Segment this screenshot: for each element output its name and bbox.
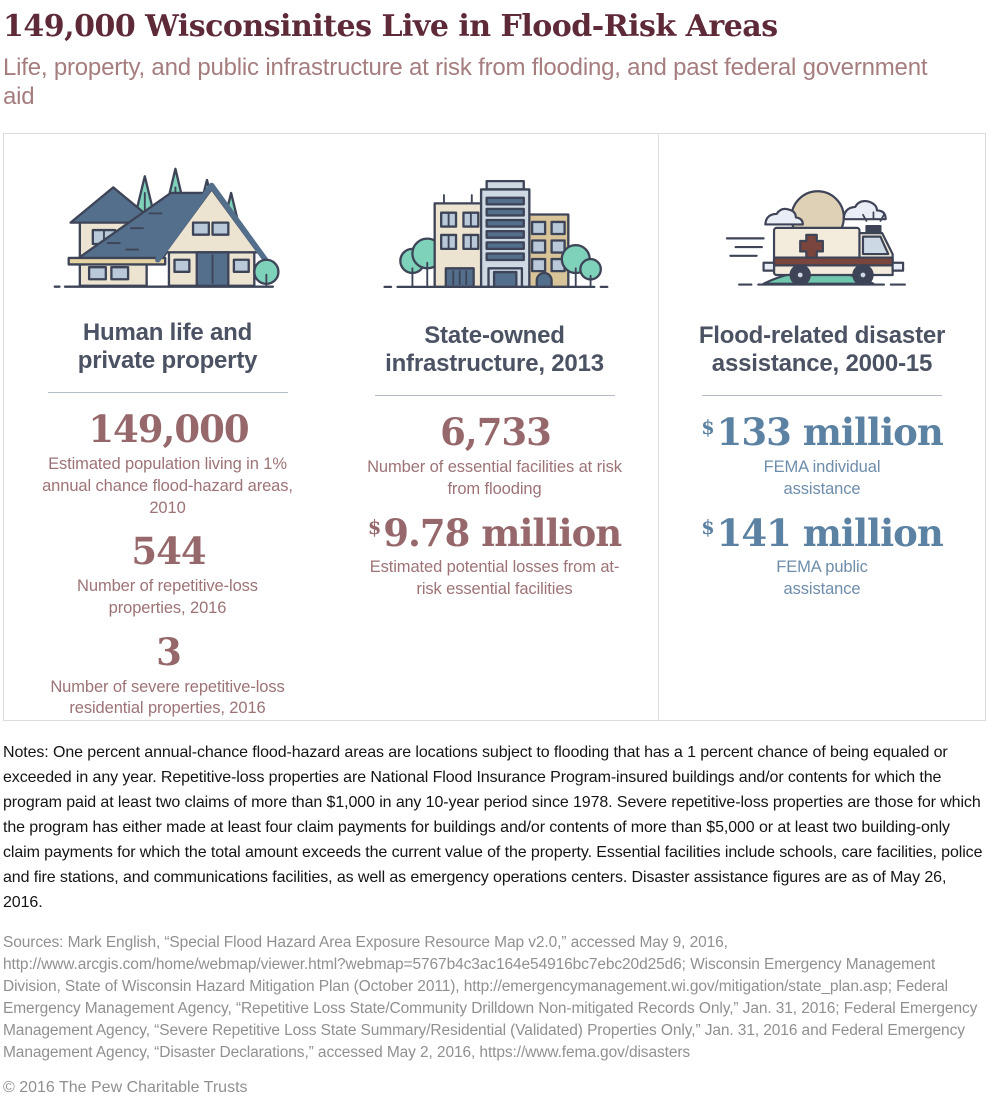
stat-potential-losses [366,510,624,601]
panel-disaster-assistance [658,134,985,720]
dollar-sign: $ [367,516,382,540]
stat-value: 149,000 [88,407,249,452]
heading-divider [702,395,942,396]
page-subtitle: Life, property, and public infrastructure at risk from flooding, and past federal government aid [3,53,928,110]
stat-caption: Estimated potential losses from at-risk essential facilities [369,558,620,599]
panel-heading-disaster-assistance: Flood-related disaster assistance, 2000-15 [698,322,946,378]
stat-caption: Number of severe repetitive-loss residential properties, 2016 [50,677,285,718]
stats-card [3,133,986,721]
notes-paragraph: Notes: One percent annual-chance flood-hazard areas are locations subject to flooding that has a 1 percent chance of being equaled or exceeded in any year. Repetitive-loss properties are National Flood Insurance Program-insured buildings and/or contents for which the program paid at least two claims of more than $1,000 in any 10-year period since 1978. Severe repetitive-loss properties are those for which the program has either made at least four claim payments for buildings and/or contents of more than $5,000 or at least two building-only claim payments for which the total amount exceeds the current value of the property. Essential facilities include schools, care facilities, police and fire stations, and communications facilities, as well as emergency operations centers. Disaster assistance figures are as of May 26, 2016. [3,744,983,911]
heading-divider [48,392,288,393]
dollar-sign: $ [701,516,715,540]
stat-caption: Estimated population living in 1% annual chance flood-hazard areas, 2010 [42,454,293,517]
ambulance-illustration [713,154,931,304]
stat-value: $133 million [701,410,943,455]
panel-heading-infrastructure: State-owned infrastructure, 2013 [385,322,604,378]
house-and-trees-illustration [52,154,284,301]
dollar-sign: $ [701,415,715,439]
sources-paragraph: Sources: Mark English, “Special Flood Hazard Area Exposure Resource Map v2.0,” accessed May 9, 2016, http://www.arcgis.com/home/webmap/viewer.html?webmap=5767b4c3ac164e54916bc7ebc20d25d6; Wisconsin Emergency Management Division, State of Wisconsin Hazard Mitigation Plan (October 2011), http://emergencymanagement.wi.gov/mitigation/state_plan.asp; Federal Emergency Management Agency, “Repetitive Loss State/Community Drilldown Non-mitigated Records Only,” Jan. 31, 2016; Federal Emergency Management Agency, “Severe Repetitive Loss State Summary/Residential (Validated) Properties Only,” Jan. 31, 2016 and Federal Emergency Management Agency, “Disaster Declarations,” accessed May 2, 2016, https://www.fema.gov/disasters [3,933,978,1061]
panel-infrastructure [331,134,658,720]
stat-caption: FEMA individual assistance [763,458,881,498]
stat-caption: Number of repetitive-loss properties, 2016 [77,577,258,617]
stat-flood-population [39,407,297,519]
stat-essential-facilities [361,410,629,500]
stat-fema-individual [701,410,943,500]
stat-repetitive-loss [39,529,297,619]
heading-divider [375,395,615,396]
stat-value: $141 million [701,510,943,555]
stat-value: 544 [131,529,206,574]
panel-human-life [4,134,331,720]
copyright-line: © 2016 The Pew Charitable Trusts [3,1079,248,1097]
panel-heading-human-life: Human life and private property [77,319,258,375]
stat-value: $9.78 million [367,510,622,555]
stat-caption: Number of essential facilities at risk from flooding [367,458,622,498]
stat-severe-repetitive-loss [39,629,297,720]
city-buildings-illustration [379,154,611,304]
stat-caption: FEMA public assistance [776,558,868,599]
stat-value: 3 [156,629,181,674]
page-title: 149,000 Wisconsinites Live in Flood-Risk Areas [3,9,778,44]
stat-value: 6,733 [440,410,551,455]
stat-fema-public [701,510,943,601]
